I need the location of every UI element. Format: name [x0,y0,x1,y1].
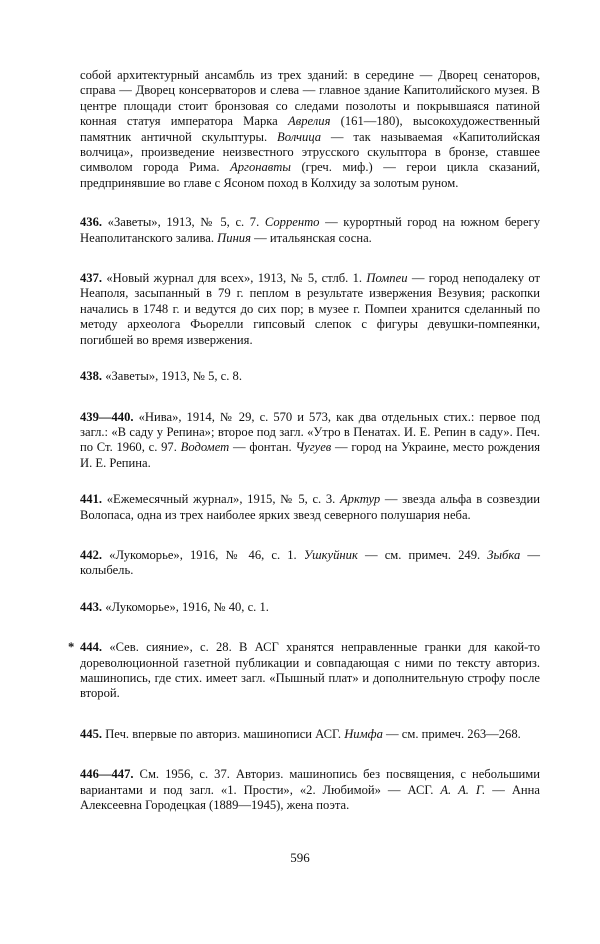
note-5 [80,548,540,579]
text-run: «Лукоморье», 1916, № 40, с. 1. [105,599,269,614]
note-4 [80,492,540,523]
note-number: 438. [80,369,103,384]
text-run: — фонтан. [229,440,296,455]
italic-term: Аргонавты [230,160,291,175]
text-run: — звезда альфа в созвездии Волопаса, одна из трех наиболее ярких звезд северного полушария неба. [80,492,540,522]
italic-term: Помпеи [366,271,408,286]
text-run: «Сев. сияние», с. 28. В АСГ хранятся неправленные гранки для какой-то дореволюционной газетной публикации и совпадающая с ними по тексту авториз. машинопись, где стих. имеет загл. «Пышный плат» и дополнительную строфу после второй. [80,640,540,701]
text-run: — город неподалеку от Неаполя, засыпанный в 79 г. пеплом в результате извержения Везувия; раскопки начались в 1748 г. и ведутся до сих пор; в музее г. Помпеи хранится сделанный по методу археолога Фьорелли гипсовый слепок с фигуры девушки-помпеянки, погибшей во время извержения. [80,271,540,347]
text-run: (греч. миф.) — герои цикла сказаний, предпринявшие во главе с Ясоном поход в Колхиду за золотым руном. [80,160,540,190]
note-number: 443. [80,599,103,614]
text-run: собой архитектурный ансамбль из трех зданий: в середине — Дворец сенаторов, справа — Дворец консерваторов и слева — главное здание Капитолийского музея. В центре площади стоит бронзовая со следами позолоты и покрывшаяся патиной конная статуя императора Марка [80,68,540,129]
note-1 [80,271,540,348]
note-3 [80,410,540,472]
note-number: 442. [80,547,103,562]
note-2 [80,369,540,384]
italic-term: Чугуев [295,440,332,455]
italic-term: А. А. Г. [440,782,486,797]
note-8 [80,727,540,742]
text-run: — курортный город на южном берегу Неаполитанского залива. [80,215,540,245]
commentary-page [68,68,541,834]
text-run: «Заветы», 1913, № 5, с. 7. [107,215,265,230]
italic-term: Арктур [339,492,381,507]
text-run: «Нива», 1914, № 29, с. 570 и 573, как два отдельных стих.: первое под загл.: «В саду у Репина»; второе под загл. «Утро в Пенатах. И. Е. Репин в саду». Печ. по Ст. 1960, с. 97. [80,409,540,455]
intro-paragraph [80,68,540,191]
text-run: — Анна Алексеевна Городецкая (1889—1945), жена поэта. [80,782,540,812]
text-run: (161—180), высокохудожественный памятник античной скульптуры. [80,114,541,144]
text-run: Печ. впервые по авториз. машинописи АСГ. [105,726,345,741]
note-9 [80,767,540,813]
italic-term: Зыбка [487,547,521,562]
italic-term: Водомет [180,440,230,455]
note-number: 439—440. [80,409,134,424]
italic-term: Пиния [217,230,251,245]
text-run: «Заветы», 1913, № 5, с. 8. [105,369,242,384]
italic-term: Аврелия [288,114,331,129]
note-number: 441. [80,492,103,507]
text-run: — см. примеч. 249. [357,547,488,562]
note-0 [80,215,540,246]
italic-term: Волчица [277,129,322,144]
italic-term: Нимфа [344,726,383,741]
note-number: 445. [80,726,103,741]
text-run: — итальянская сосна. [250,230,372,245]
page-number: 596 [290,850,310,865]
asterisk-mark: * [68,640,75,655]
italic-term: Сорренто [264,215,320,230]
text-run: См. 1956, с. 37. Авториз. машинопись без посвящения, с небольшими вариантами и под загл. «1. Прости», «2. Любимой» — АСГ. [80,767,541,797]
note-number: 444. [80,640,103,655]
note-7 [68,640,540,702]
text-run: — так называемая «Капитолийская волчица», произведение неизвестного этрусского скульптора в бронзе, ставшее символом города Рима. [80,129,540,175]
text-run: «Новый журнал для всех», 1913, № 5, стлб. 1. [106,271,367,286]
note-number: 446—447. [80,767,134,782]
text-run: «Ежемесячный журнал», 1915, № 5, с. 3. [106,492,340,507]
text-run: — город на Украине, место рождения И. Е. Репина. [80,440,540,470]
note-number: 437. [80,271,103,286]
note-6 [80,600,540,615]
note-number: 436. [80,215,103,230]
text-run: — колыбель. [80,547,540,578]
notes-list [68,215,541,813]
italic-term: Ушкуйник [303,547,358,562]
text-run: — см. примеч. 263—268. [382,726,521,741]
text-run: «Лукоморье», 1916, № 46, с. 1. [109,547,304,562]
